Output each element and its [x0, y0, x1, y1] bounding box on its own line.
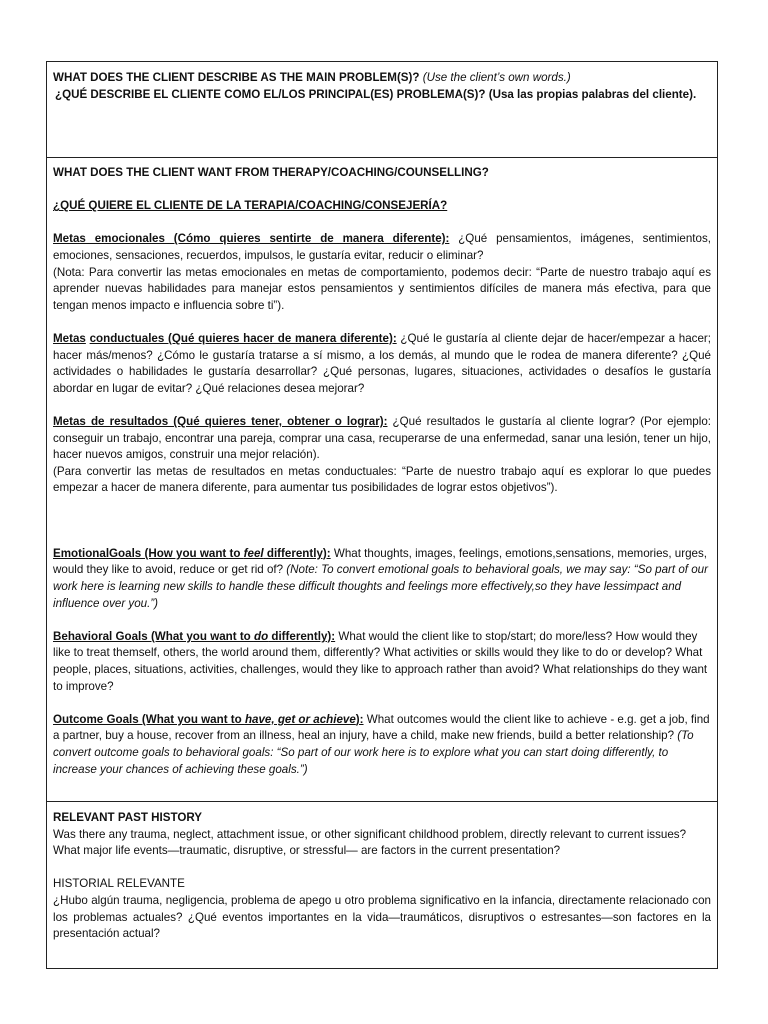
emotional-goals-body: What thoughts, images, feelings, emotions,sensations, memories, urges, would they like to avoid, reduce or get rid of?: [53, 546, 707, 577]
metas-emocionales-note: (Nota: Para convertir las metas emocionales en metas de comportamiento, podemos decir: “Parte de nuestro trabajo aquí es aprender nuevas habilidades para manejar estos pensamientos y sentimientos difíciles de manera más efectiva, para que tengan menos impacto e influencia sobre ti”).: [53, 265, 711, 312]
goals-question-es: ¿QUÉ QUIERE EL CLIENTE DE LA TERAPIA/COACHING/CONSEJERÍA?: [53, 199, 448, 213]
emotional-goals-heading-b: differently):: [263, 546, 331, 560]
outcome-goals-body: What outcomes would the client like to achieve - e.g. get a job, find a partner, buy a house, recover from an illness, heal an injury, have a child, make new friends, build a better relationship?: [53, 712, 710, 743]
goals-question-en: WHAT DOES THE CLIENT WANT FROM THERAPY/COACHING/COUNSELLING?: [53, 166, 489, 179]
metas-resultados-body: ¿Qué resultados le gustaría al cliente lograr? (Por ejemplo: conseguir un trabajo, encontrar una pareja, comprar una casa, recuperarse de una enfermedad, sanar una lesión, tener un hijo, hacer nuevos amigos, construir una mejor relación).: [53, 414, 711, 462]
outcome-goals-note: (To convert outcome goals to behavioral goals: “So part of our work here is to explore what you can start doing differently, to increase your chances of achieving these goals.”): [53, 729, 694, 776]
metas-emocionales-heading: Metas emocionales (Cómo quieres sentirte de manera diferente):: [53, 232, 450, 246]
main-problem-note-en: (Use the client’s own words.): [419, 71, 571, 84]
behavioral-goals-heading-a: Behavioral Goals (What you want to: [53, 629, 254, 643]
outcome-goals-heading-em: have, get or achieve: [244, 712, 356, 726]
past-history-section: [47, 802, 717, 968]
main-problem-heading-en: WHAT DOES THE CLIENT DESCRIBE AS THE MAIN PROBLEM(S)?: [53, 71, 420, 84]
intake-form: [46, 61, 718, 969]
main-problem-heading-es: ¿QUÉ DESCRIBE EL CLIENTE COMO EL/LOS PRINCIPAL(ES) PROBLEMA(S)? (Usa las propias palabras del cliente).: [55, 87, 697, 101]
emotional-goals-heading-a: EmotionalGoals (How you want to: [53, 546, 244, 560]
behavioral-goals-heading-em: do: [253, 629, 269, 643]
behavioral-goals: [53, 629, 711, 695]
emotional-goals-heading-em: feel: [243, 546, 264, 560]
main-problem-question-en: [53, 70, 711, 87]
metas-conductuales-heading-a: Metas: [53, 331, 86, 345]
emotional-goals: [53, 546, 711, 612]
metas-resultados-note: (Para convertir las metas de resultados en metas conductuales: “Parte de nuestro trabajo aquí es explorar lo que puedes empezar a hacer de manera diferente, para aumentar tus posibilidades de lograr estos objetivos”).: [53, 464, 711, 495]
metas-emocionales-body: ¿Qué pensamientos, imágenes, sentimientos, emociones, sensaciones, recuerdos, impulsos, le gustaría evitar, reducir o eliminar?: [53, 232, 711, 262]
therapy-goals-section: [47, 158, 717, 802]
past-history-body-en: Was there any trauma, neglect, attachment issue, or other significant childhood problem, directly relevant to current issues? What major life events—traumatic, disruptive, or stressful— are factors in the current presentation?: [53, 827, 687, 858]
metas-conductuales: [53, 331, 711, 397]
metas-emocionales: [53, 231, 711, 264]
past-history-heading-en: RELEVANT PAST HISTORY: [53, 811, 203, 824]
outcome-goals-heading-b: ):: [355, 712, 364, 726]
outcome-goals: [53, 712, 711, 778]
outcome-goals-heading-a: Outcome Goals (What you want to: [53, 712, 245, 726]
metas-resultados: [53, 414, 711, 464]
behavioral-goals-heading-b: differently):: [268, 629, 336, 643]
past-history-heading-es: HISTORIAL RELEVANTE: [53, 877, 185, 891]
past-history-body-es: ¿Hubo algún trauma, negligencia, problema de apego u otro problema significativo en la infancia, directamente relacionado con los problemas actuales? ¿Qué eventos importantes en la vida—traumáticos, disruptivos o estresantes—son factores en la presentación actual?: [53, 893, 711, 941]
metas-resultados-heading: Metas de resultados (Qué quieres tener, obtener o lograr):: [53, 414, 388, 428]
main-problem-section: [47, 62, 717, 158]
emotional-goals-note: (Note: To convert emotional goals to behavioral goals, we may say: “So part of our work here is learning new skills to handle these difficult thoughts and feelings more effectively,so they have lessimpact and influence over you.”): [53, 563, 708, 610]
behavioral-goals-body: What would the client like to stop/start; do more/less? How would they like to treat themself, others, the world around them, differently? What activities or skills would they like to do or develop? What people, places, situations, activities, challenges, would they like to approach rather than avoid? What relationships do they want to improve?: [53, 629, 708, 693]
metas-conductuales-body: ¿Qué le gustaría al cliente dejar de hacer/empezar a hacer; hacer más/menos? ¿Cómo le gustaría tratarse a sí mismo, a los demás, al mundo que le rodea de manera diferente? ¿Qué actividades o habilidades le gustaría desarrollar? ¿Qué personas, lugares, situaciones, actividades o desafíos le gustaría abordar en lugar de evitar? ¿Qué relaciones desea mejorar?: [53, 331, 711, 395]
metas-conductuales-heading-b: conductuales (Qué quieres hacer de manera diferente):: [89, 331, 397, 345]
